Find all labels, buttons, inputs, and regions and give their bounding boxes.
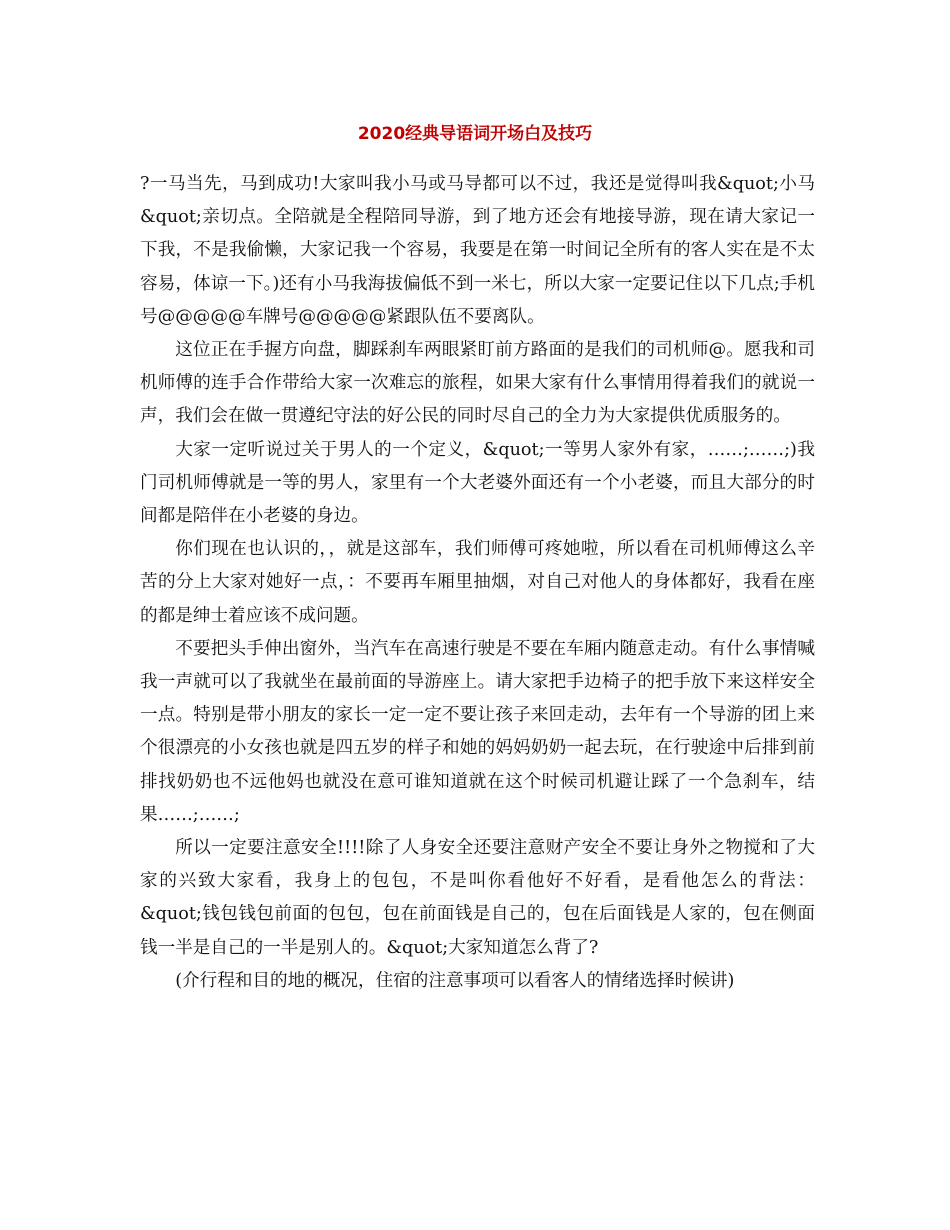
document-body xyxy=(140,168,815,998)
paragraph: 大家一定听说过关于男人的一个定义，&quot;一等男人家外有家，……;……;)我门司机师傅就是一等的男人，家里有一个大老婆外面还有一个小老婆，而且大部分的时间都是陪伴在小老婆的身边。 xyxy=(140,439,815,527)
paragraph: 这位正在手握方向盘，脚踩刹车两眼紧盯前方路面的是我们的司机师@。愿我和司机师傅的连手合作带给大家一次难忘的旅程，如果大家有什么事情用得着我们的就说一声，我们会在做一贯遵纪守法的好公民的同时尽自己的全力为大家提供优质服务的。 xyxy=(140,340,815,427)
paragraph: 你们现在也认识的，，就是这部车，我们师傅可疼她啦，所以看在司机师傅这么辛苦的分上大家对她好一点，：不要再车厢里抽烟，对自己对他人的身体都好，我看在座的都是绅士着应该不成问题。 xyxy=(140,539,815,626)
document-title: 2020经典导语词开场白及技巧 xyxy=(357,124,593,144)
paragraph: ?一马当先，马到成功!大家叫我小马或马导都可以不过，我还是觉得叫我&quot;小马&quot;亲切点。全陪就是全程陪同导游，到了地方还会有地接导游，现在请大家记一下我，不是我偷懒，大家记我一个容易，我要是在第一时间记全所有的客人实在是不太容易，体谅一下。)还有小马我海拔偏低不到一米七，所以大家一定要记住以下几点;手机号@@@@@车牌号@@@@@紧跟队伍不要离队。 xyxy=(140,174,815,327)
paragraph: 所以一定要注意安全!!!!除了人身安全还要注意财产安全不要让身外之物搅和了大家的兴致大家看，我身上的包包，不是叫你看他好不好看，是看他怎么的背法：&quot;钱包钱包前面的包包，包在前面钱是自己的，包在后面钱是人家的，包在侧面钱一半是自己的一半是别人的。&quot;大家知道怎么背了? xyxy=(140,838,815,958)
paragraph: 不要把头手伸出窗外，当汽车在高速行驶是不要在车厢内随意走动。有什么事情喊我一声就可以了我就坐在最前面的导游座上。请大家把手边椅子的把手放下来这样安全一点。特别是带小朋友的家长一定一定不要让孩子来回走动，去年有一个导游的团上来个很漂亮的小女孩也就是四五岁的样子和她的妈妈奶奶一起去玩，在行驶途中后排到前排找奶奶也不远他妈也就没在意可谁知道就在这个时候司机避让踩了一个急刹车，结果……;……; xyxy=(140,638,815,825)
paragraph: (介行程和目的地的概况，住宿的注意事项可以看客人的情绪选择时候讲) xyxy=(175,970,735,991)
